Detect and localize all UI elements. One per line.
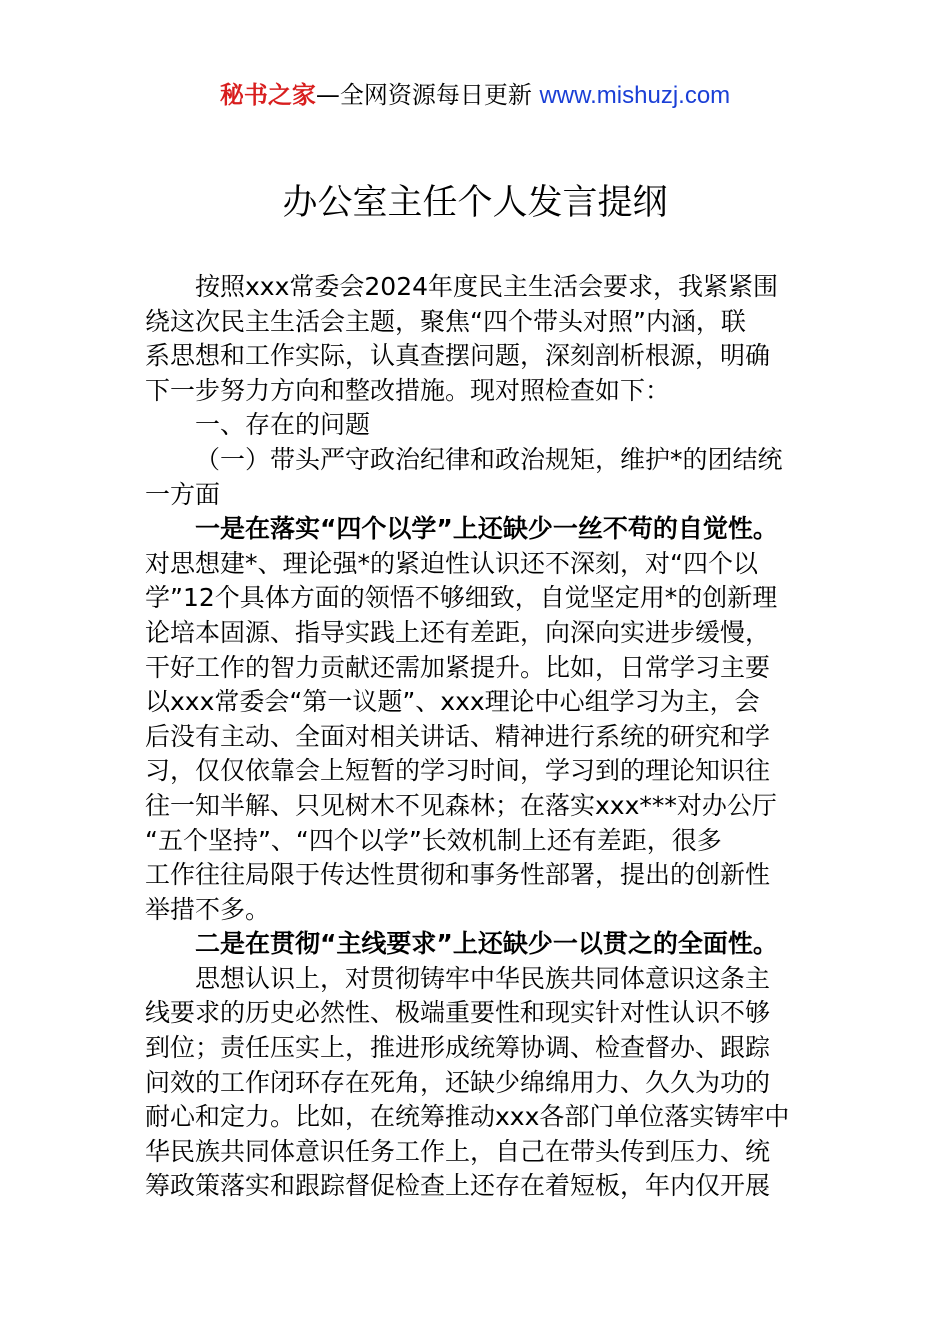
paragraph-line: 问效的工作闭环存在死角，还缺少绵绵用力、久久为功的 (145, 1067, 771, 1097)
paragraph-line: 思想认识上，对贯彻铸牢中华民族共同体意识这条主 (195, 963, 771, 993)
paragraph-line: 华民族共同体意识任务工作上，自己在带头传到压力、统 (145, 1136, 771, 1166)
paragraph-line: 按照xxx常委会2024年度民主生活会要求，我紧紧围 (195, 272, 779, 301)
paragraph-line: 到位；责任压实上，推进形成统筹协调、检查督办、跟踪 (145, 1033, 771, 1063)
paragraph-line: 论培本固源、指导实践上还有差距，向深向实进步缓慢， (145, 617, 771, 647)
paragraph-line: 一方面 (145, 479, 221, 509)
paragraph-line: 举措不多。 (145, 894, 271, 924)
paragraph-line: 后没有主动、全面对相关讲话、精神进行系统的研究和学 (145, 721, 771, 751)
paragraph-line: （一）带头严守政治纪律和政治规矩，维护*的团结统 (195, 444, 783, 474)
paragraph-line: 耐心和定力。比如，在统筹推动xxx各部门单位落实铸牢中 (145, 1102, 790, 1132)
site-tagline: —全网资源每日更新 (315, 81, 540, 109)
site-header (0, 78, 950, 113)
paragraph-line: 工作往往局限于传达性贯彻和事务性部署，提出的创新性 (145, 860, 771, 890)
paragraph-line: 干好工作的智力贡献还需加紧提升。比如，日常学习主要 (145, 652, 771, 682)
section-heading-line: 二是在贯彻“主线要求”上还缺少一以贯之的全面性。 (195, 929, 778, 959)
document-title: 办公室主任个人发言提纲 (282, 183, 668, 223)
paragraph-line: 下一步努力方向和整改措施。现对照检查如下： (145, 375, 671, 405)
paragraph-line: 对思想建*、理论强*的紧迫性认识还不深刻，对“四个以 (145, 548, 758, 578)
paragraph-line: 一、存在的问题 (195, 410, 371, 440)
paragraph-line: 系思想和工作实际，认真查摆问题，深刻剖析根源，明确 (145, 341, 771, 371)
paragraph-line: 线要求的历史必然性、极端重要性和现实针对性认识不够 (145, 998, 771, 1028)
paragraph-line: “五个坚持”、“四个以学”长效机制上还有差距，很多 (145, 825, 722, 855)
paragraph-line: 以xxx常委会“第一议题”、xxx理论中心组学习为主，会 (145, 687, 760, 717)
site-brand: 秘书之家 (219, 81, 316, 109)
paragraph-line: 学”12个具体方面的领悟不够细致，自觉坚定用*的创新理 (145, 583, 778, 613)
paragraph-line: 绕这次民主生活会主题，聚焦“四个带头对照”内涵，联 (145, 306, 746, 336)
paragraph-line: 习，仅仅依靠会上短暂的学习时间，学习到的理论知识往 (145, 756, 771, 786)
paragraph-line: 往一知半解、只见树木不见森林；在落实xxx***对办公厅 (145, 790, 777, 820)
site-url[interactable]: www.mishuzj.com (539, 82, 731, 109)
paragraph-line: 筹政策落实和跟踪督促检查上还存在着短板，年内仅开展 (145, 1171, 771, 1201)
document-body (145, 270, 809, 1204)
section-heading-line: 一是在落实“四个以学”上还缺少一丝不苟的自觉性。 (195, 514, 778, 544)
